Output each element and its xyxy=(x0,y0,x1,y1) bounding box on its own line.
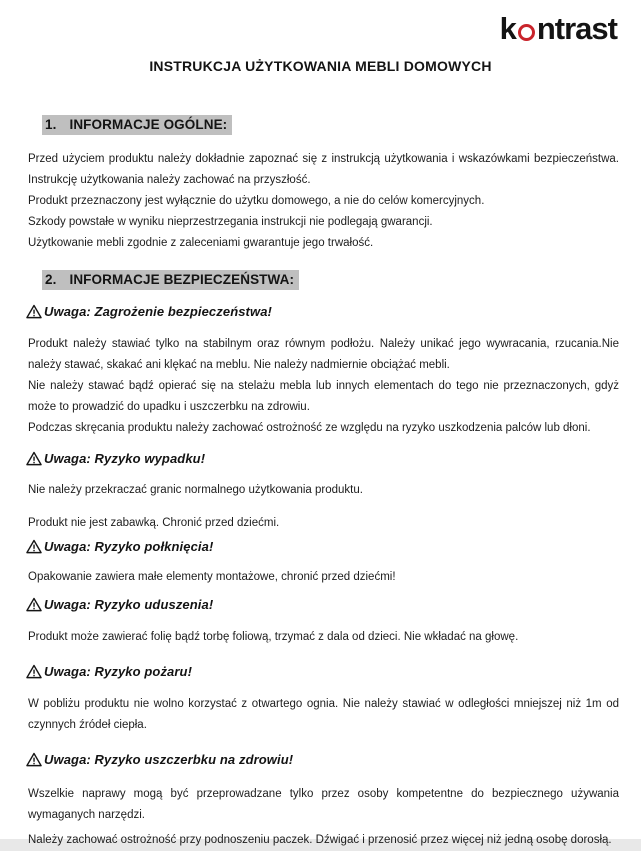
section-label: INFORMACJE OGÓLNE: xyxy=(69,117,228,132)
paragraph: Wszelkie naprawy mogą być przeprowadzane tylko przez osoby kompetentne do bezpiecznego używania wymaganych narzędzi. xyxy=(28,788,619,821)
warning-title: Uwaga: Ryzyko uduszenia! xyxy=(44,596,214,612)
paragraph: Produkt przeznaczony jest wyłącznie do użytku domowego, a nie do celów komercyjnych. xyxy=(28,195,485,207)
paragraph: Przed użyciem produktu należy dokładnie zapoznać się z instrukcją użytkowania i wskazówkami bezpieczeństwa. Instrukcję użytkowania należy zachować na przyszłość. xyxy=(28,153,619,186)
paragraph: Nie należy stawać bądź opierać się na stelażu mebla lub innych elementach do tego nie przeznaczonych, gdyż może to prowadzić do upadku i uszczerbku na zdrowiu. xyxy=(28,380,619,413)
kontrast-logo xyxy=(500,12,617,46)
warning-icon xyxy=(26,304,42,319)
paragraph: Użytkowanie mebli zgodnie z zaleceniami gwarantuje jego trwałość. xyxy=(28,237,374,249)
warning-heading xyxy=(26,301,641,321)
page-title: INSTRUKCJA UŻYTKOWANIA MEBLI DOMOWYCH xyxy=(149,58,492,74)
paragraph: Opakowanie zawiera małe elementy montażowe, chronić przed dziećmi! xyxy=(28,571,396,583)
logo-text-k: k xyxy=(499,11,516,46)
paragraph: Podczas skręcania produktu należy zachować ostrożność ze względu na ryzyko uszkodzenia palców lub dłoni. xyxy=(28,422,591,434)
warning-heading xyxy=(26,536,641,556)
warning-title: Uwaga: Ryzyko uszczerbku na zdrowiu! xyxy=(44,751,294,767)
warning-heading xyxy=(26,448,641,468)
warning-title: Uwaga: Ryzyko połknięcia! xyxy=(44,538,214,554)
logo-text-ntrast: ntrast xyxy=(536,11,617,46)
warning-icon xyxy=(26,539,42,554)
warning-icon xyxy=(26,597,42,612)
warning-icon xyxy=(26,752,42,767)
warning-icon xyxy=(26,664,42,679)
warning-heading xyxy=(26,661,641,681)
paragraph: Produkt należy stawiać tylko na stabilnym oraz równym podłożu. Należy unikać jego wywracania, rzucania.Nie należy stawać, skakać ani klękać na meblu. Nie należy nadmiernie obciążać mebli. xyxy=(28,338,619,371)
warning-heading xyxy=(26,749,641,769)
section-label: INFORMACJE BEZPIECZEŃSTWA: xyxy=(69,272,295,287)
paragraph: Nie należy przekraczać granic normalnego użytkowania produktu. xyxy=(28,484,363,496)
logo-red-ring-icon xyxy=(518,24,535,41)
paragraph: Produkt nie jest zabawką. Chronić przed dziećmi. xyxy=(28,517,280,529)
warning-title: Uwaga: Ryzyko pożaru! xyxy=(44,663,193,679)
paragraph: Należy zachować ostrożność przy podnoszeniu paczek. Dźwigać i przenosić przez więcej niż jedną osobę dorosłą. xyxy=(28,834,612,846)
paragraph: Szkody powstałe w wyniku nieprzestrzegania instrukcji nie podlegają gwarancji. xyxy=(28,216,433,228)
section-heading-2 xyxy=(42,270,641,290)
section-number: 1. xyxy=(45,117,57,132)
warning-icon xyxy=(26,451,42,466)
section-number: 2. xyxy=(45,272,57,287)
warning-title: Uwaga: Zagrożenie bezpieczeństwa! xyxy=(44,303,272,319)
warning-title: Uwaga: Ryzyko wypadku! xyxy=(44,450,206,466)
section-heading-1 xyxy=(42,115,641,135)
paragraph: Produkt może zawierać folię bądź torbę foliową, trzymać z dala od dzieci. Nie wkładać na głowę. xyxy=(28,631,519,643)
paragraph: W pobliżu produktu nie wolno korzystać z otwartego ognia. Nie należy stawiać w odległości mniejszej niż 1m od czynnych źródeł ciepła. xyxy=(28,698,619,731)
warning-heading xyxy=(26,594,641,614)
